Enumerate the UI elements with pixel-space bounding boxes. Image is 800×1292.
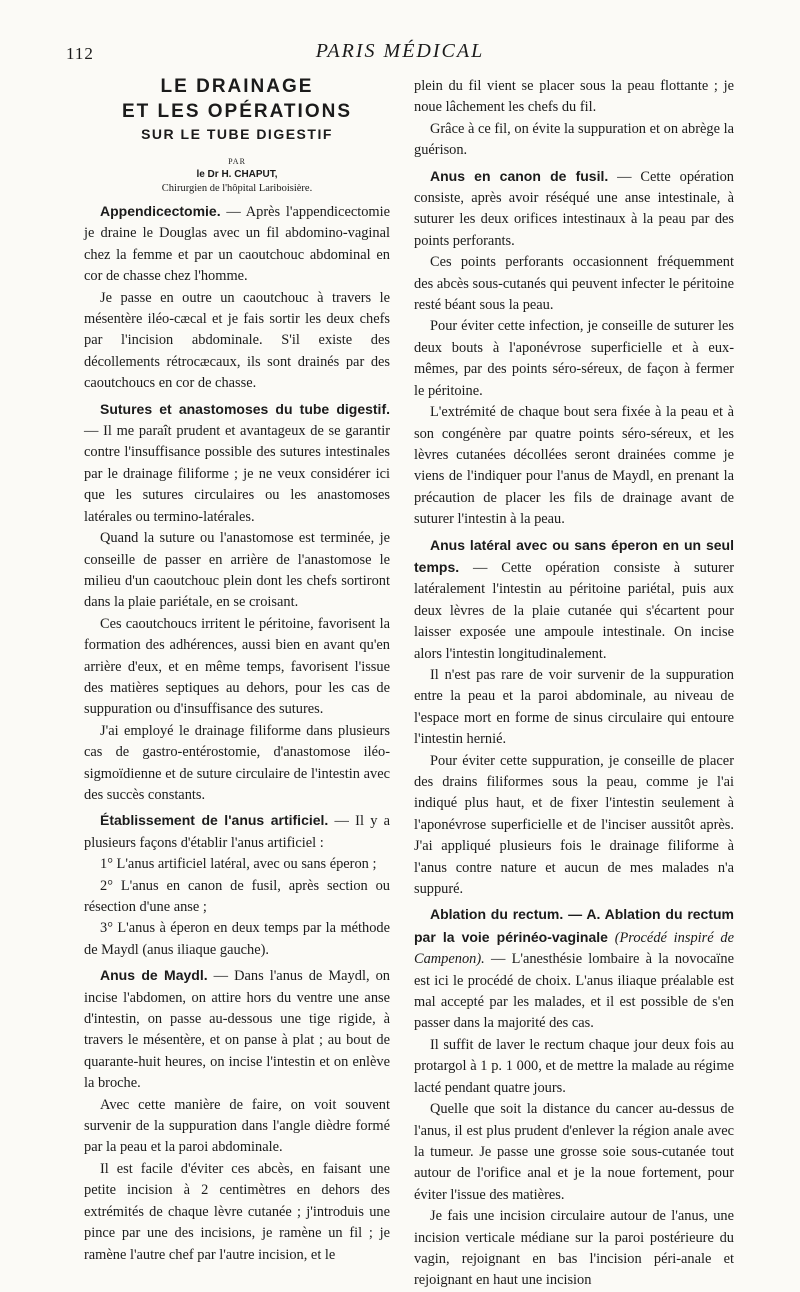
paragraph: Anus de Maydl. — Dans l'anus de Maydl, on incise l'abdomen, on attire hors du ventre une anse d'intestin, on passe au-dessous une tige rigide, à travers le mésentère, et on panse à plat ; au bout de quarante-huit heures, on incise l'intestin et on enlève la broche. <box>84 967 390 1092</box>
paragraph: Pour éviter cette infection, je conseille de suturer les deux bouts à l'aponévrose superficielle et à eux-mêmes, par des points séro-séreux, de façon à fermer le péritoine. <box>414 318 734 399</box>
paragraph: Quand la suture ou l'anastomose est terminée, je conseille de passer en arrière de l'anastomose le milieu d'un caoutchouc plein dont les chefs sortiront dans la plaie pariétale, en se croisant. <box>84 530 390 611</box>
paragraph: plein du fil vient se placer sous la peau flottante ; je noue lâchement les chefs du fil. <box>414 78 734 116</box>
author-affiliation: Chirurgien de l'hôpital Lariboisière. <box>161 183 313 194</box>
section-heading-anus-lateral: Anus latéral avec ou sans éperon en un seul temps. <box>414 536 734 575</box>
paragraph: Établissement de l'anus artificiel. — Il y a plusieurs façons d'établir l'anus artificiel : <box>84 812 391 851</box>
left-column <box>84 74 390 1266</box>
paragraph: Ces points perforants occasionnent fréquemment des abcès sous-cutanés qui peuvent infecter le péritoine resté béant sous la peau. <box>414 254 734 314</box>
section-heading-sutures: Sutures et anastomoses du tube digestif. <box>100 400 390 417</box>
paragraph: Quelle que soit la distance du cancer au-dessus de l'anus, il est plus prudent d'enlever la région anale avec la tumeur. Je passe une grosse soie sous-cutanée tout autour de l'orifice anal et je la noue fortement, pour éviter l'issue des matières. <box>414 1101 734 1203</box>
list-item: 2° L'anus en canon de fusil, après section ou résection d'une anse ; <box>84 877 390 915</box>
page-number: 112 <box>66 44 94 63</box>
section-heading-anus-artificiel: Établissement de l'anus artificiel. <box>100 812 329 829</box>
paragraph: Ces caoutchoucs irritent le péritoine, favorisent la formation des adhérences, aussi bien en avant qu'en arrière d'eux, et en même temps, favorisent l'issue des matières septiques au dehors, pour les cas de suppuration ou d'insuffisance des sutures. <box>84 615 390 718</box>
section-heading-ablation-rectum: Ablation du rectum. — A. Ablation du rectum par la voie périnéo-vaginale <box>414 906 734 945</box>
paragraph: Anus latéral avec ou sans éperon en un seul temps. — Cette opération consiste à suturer latéralement l'intestin au péritoine pariétal, puis aux deux lèvres de la plaie cutanée qui s'écartent pour laisser exposée une ampoule intestinale. On incise alors l'intestin longitudinalement. <box>414 536 734 662</box>
author-name: le Dr H. CHAPUT, <box>196 169 278 180</box>
running-title: PARIS MÉDICAL <box>315 40 485 62</box>
paragraph: Il n'est pas rare de voir survenir de la suppuration entre la peau et la paroi abdominale, au niveau de l'espace mort en forme de sinus circulaire qui entoure l'intestin hernié. <box>414 666 734 748</box>
article-title-block <box>84 74 390 195</box>
paragraph: Pour éviter cette suppuration, je conseille de placer des drains filiformes sous la peau, comme je l'ai indiqué plus haut, et de fixer l'intestin seulement à l'aponévrose superficielle et de l'inciser aussitôt après. J'ai appliqué plusieurs fois le drainage filiforme à l'anus contre nature et aucun de mes malades n'a suppuré. <box>414 752 734 898</box>
paragraph: Appendicectomie. — Après l'appendicectomie je draine le Douglas avec un fil abdomino-vaginal chez la femme et par un caoutchouc abdominal en cor de chasse chez l'homme. <box>84 203 390 285</box>
page-header <box>66 36 734 66</box>
paragraph: Anus en canon de fusil. — Cette opération consiste, après avoir réséqué une anse intestinale, à suturer les deux orifices intestinaux à la peau par des points perforants. <box>414 167 734 249</box>
paragraph: Il est facile d'éviter ces abcès, en faisant une petite incision à 2 centimètres en dehors des extrémités de chaque lèvre cutanée ; j'introduis une pince par une des incisions, je ramène un fil ; je ramène l'autre chef par l'autre incision, et le <box>84 1160 390 1263</box>
paragraph: Avec cette manière de faire, on voit souvent survenir de la suppuration dans l'angle dièdre formé par la peau et la paroi abdominale. <box>84 1096 390 1156</box>
paragraph: Il suffit de laver le rectum chaque jour deux fois au protargol à 1 p. 1 000, et de mettre la malade au régime lacté pendant quatre jours. <box>414 1036 734 1096</box>
section-heading-canon-de-fusil: Anus en canon de fusil. <box>430 167 609 184</box>
article-title-line-2: ET LES OPÉRATIONS <box>121 101 352 122</box>
section-heading-anus-maydl: Anus de Maydl. <box>100 967 208 984</box>
section-heading-appendicectomie: Appendicectomie. <box>100 203 221 219</box>
right-column <box>414 76 734 1292</box>
article-title-line-1: LE DRAINAGE <box>160 76 314 97</box>
procedure-note: (Procédé inspiré de Campenon). <box>414 929 734 968</box>
paragraph: Sutures et anastomoses du tube digestif. — Il me paraît prudent et avantageux de se garantir contre l'insuffisance possible des sutures intestinales par le drainage filiforme ; je ne veux considérer ici que les sutures circulaires ou les anastomoses latérales ou termino-latérales. <box>84 400 390 525</box>
article-title-line-3: SUR LE TUBE DIGESTIF <box>141 126 333 142</box>
list-item: 3° L'anus à éperon en deux temps par la méthode de Maydl (anus iliaque gauche). <box>84 920 390 958</box>
byline-par: PAR <box>228 157 246 166</box>
paragraph: L'extrémité de chaque bout sera fixée à la peau et à son congénère par quatre points séro-séreux, et les lèvres cutanées décollées seront drainées comme je viens de l'indiquer pour l'anus de Maydl, en prenant la précaution de placer les fils de drainage avant de suturer l'intestin à la peau. <box>414 404 734 528</box>
paragraph: Je fais une incision circulaire autour de l'anus, une incision verticale médiane sur la paroi postérieure du vagin, rejoignant en bas l'incision péri-anale et rejoignant en haut une incision <box>414 1208 734 1289</box>
paragraph: Grâce à ce fil, on évite la suppuration et on abrège la guérison. <box>414 120 734 159</box>
paragraph: Ablation du rectum. — A. Ablation du rectum par la voie périnéo-vaginale (Procédé inspiré de Campenon). — L'anesthésie lombaire à la novocaïne est ici le procédé de choix. L'anus iliaque préalable est mal accepté par les malades, et il est possible de s'en passer dans la majorité des cas. <box>414 906 734 1032</box>
paragraph: J'ai employé le drainage filiforme dans plusieurs cas de gastro-entérostomie, d'anastomose iléo-sigmoïdienne et de suture circulaire de l'intestin avec des succès constants. <box>84 722 390 803</box>
list-item: 1° L'anus artificiel latéral, avec ou sans éperon ; <box>100 856 377 873</box>
paragraph: Je passe en outre un caoutchouc à travers le mésentère iléo-cæcal et je fais sortir les deux chefs par l'incision abdominale. S'il existe des décollements rétrocæcaux, ils sont drainés par des caoutchoucs en cor de chasse. <box>84 289 390 392</box>
